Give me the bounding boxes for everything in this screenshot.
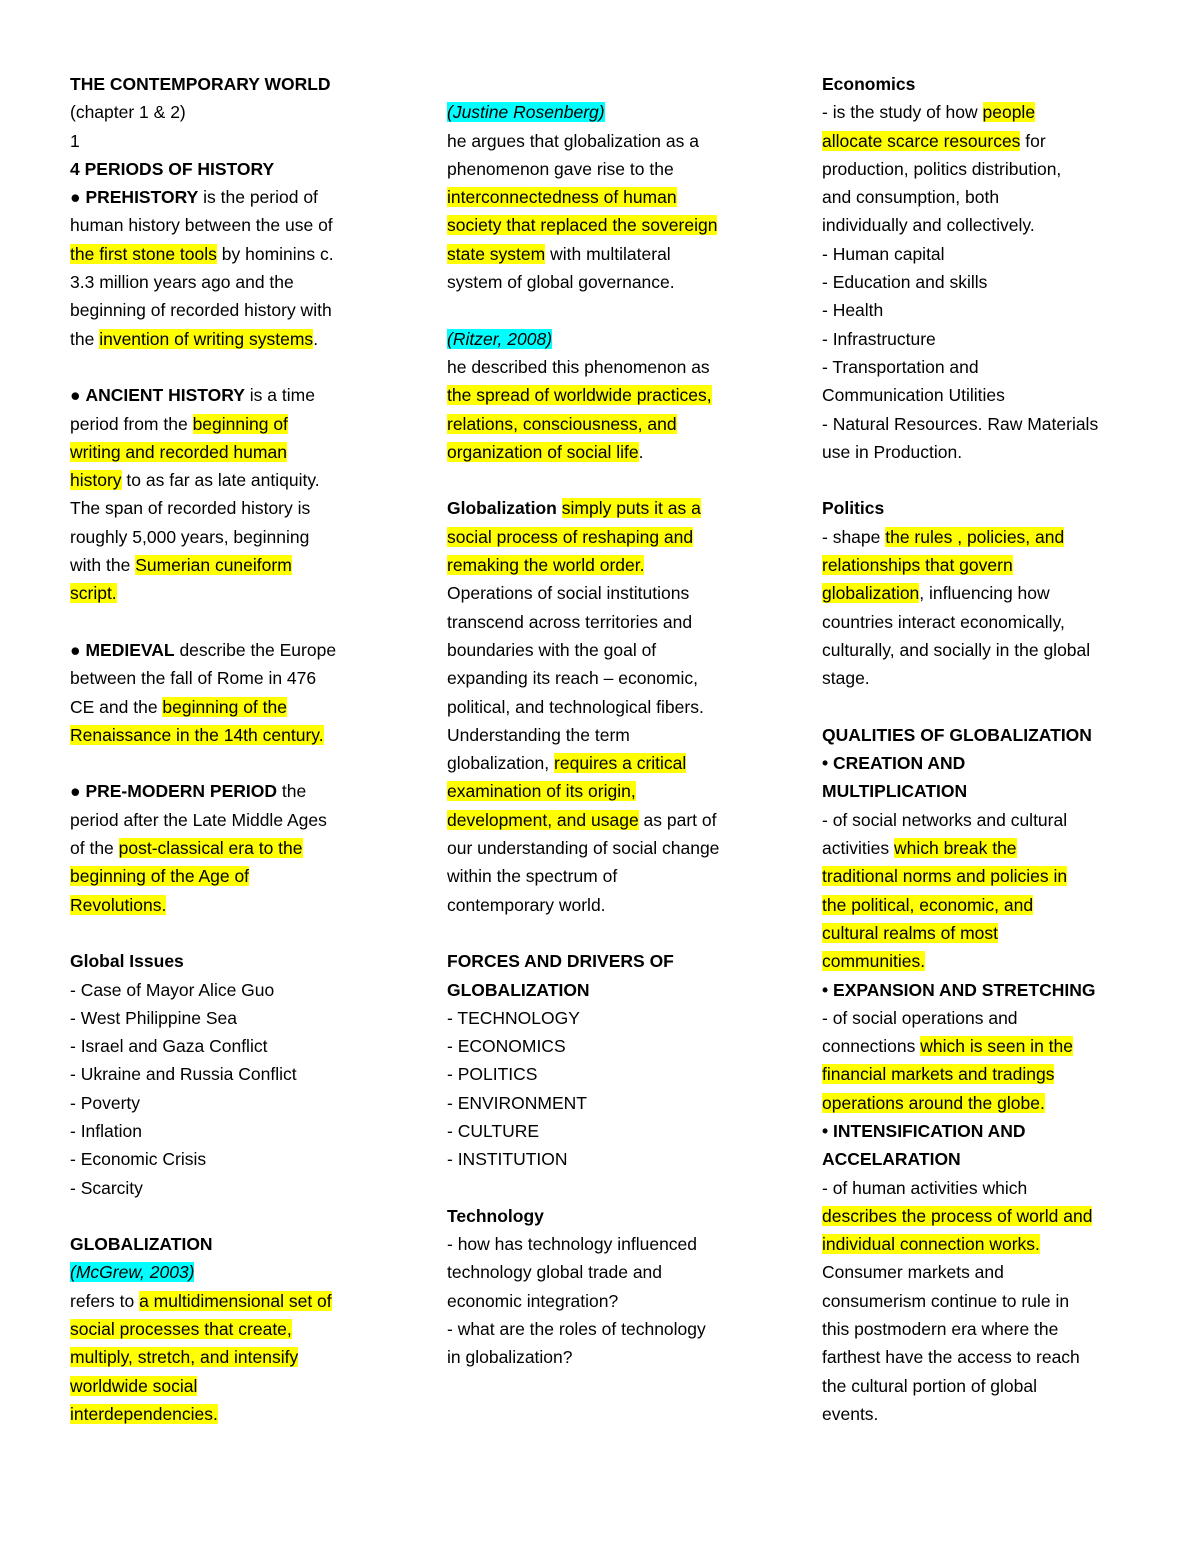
highlight: globalization: [822, 583, 920, 604]
intensification-line-9: events.: [822, 1403, 879, 1424]
intensification-line-6: this postmodern era where the: [822, 1319, 1059, 1340]
medieval-line-1: ● MEDIEVAL describe the Europe: [70, 639, 337, 660]
highlight: state system: [447, 243, 546, 264]
column-2: [447, 70, 767, 1372]
globalization-line-14: within the spectrum of: [447, 866, 618, 887]
forces-heading-2: GLOBALIZATION: [447, 979, 590, 1000]
forces-heading-1: FORCES AND DRIVERS OF: [447, 951, 674, 972]
globalization-def-line-1: refers to a multidimensional set of: [70, 1290, 332, 1311]
page-title: THE CONTEMPORARY WORLD: [70, 74, 331, 94]
highlight: Revolutions.: [70, 894, 167, 915]
premodern-line-4: [70, 862, 390, 890]
bullet-icon: ●: [70, 385, 81, 406]
ritzer-line-3: [447, 410, 767, 438]
globalization-line-2: [447, 523, 767, 551]
citation: (Justine Rosenberg): [447, 102, 605, 123]
prehistory-line-4: 3.3 million years ago and the: [70, 272, 294, 293]
list-item: - Inflation: [70, 1120, 142, 1141]
politics-line-3: globalization, influencing how: [822, 583, 1050, 604]
technology-line-1: - how has technology influenced: [447, 1234, 698, 1255]
globalization-line-13: our understanding of social change: [447, 838, 720, 859]
highlight: history: [70, 470, 122, 491]
intensification-line-3: [822, 1230, 1142, 1258]
list-item: - Economic Crisis: [70, 1149, 207, 1170]
politics-line-2: [822, 551, 1142, 579]
globalization-line-4: Operations of social institutions: [447, 583, 690, 604]
list-item: use in Production.: [822, 441, 963, 462]
citation-line: [447, 325, 767, 353]
expansion-title: • EXPANSION AND STRETCHING: [822, 979, 1096, 1000]
bullet-icon: ●: [70, 187, 81, 208]
expansion-line-1: - of social operations and: [822, 1007, 1018, 1028]
globalization-line-3: [447, 551, 767, 579]
highlight: cultural realms of most: [822, 922, 999, 943]
highlight: social processes that create,: [70, 1319, 292, 1340]
bullet-icon: ●: [70, 639, 81, 660]
globalization-line-10: globalization, requires a critical: [447, 753, 687, 774]
intensification-title-1: • INTENSIFICATION AND: [822, 1120, 1026, 1141]
intensification-line-2: [822, 1202, 1142, 1230]
highlight: development, and usage: [447, 809, 639, 830]
highlight: writing and recorded human: [70, 441, 287, 462]
column-1: [70, 70, 390, 1428]
ancient-line-7: with the Sumerian cuneiform: [70, 555, 292, 576]
ancient-line-5: The span of recorded history is: [70, 498, 311, 519]
creation-line-1: - of social networks and cultural: [822, 809, 1068, 830]
premodern-term: PRE-MODERN PERIOD: [85, 781, 277, 802]
highlight: financial markets and tradings: [822, 1064, 1055, 1085]
highlight: interconnectedness of human: [447, 187, 677, 208]
list-item: - Case of Mayor Alice Guo: [70, 979, 275, 1000]
ancient-line-8: [70, 579, 390, 607]
list-item: - Transportation and: [822, 356, 979, 377]
economics-line-5: individually and collectively.: [822, 215, 1035, 236]
list-item: - Health: [822, 300, 884, 321]
medieval-term: MEDIEVAL: [85, 639, 175, 660]
technology-line-5: in globalization?: [447, 1347, 573, 1368]
ancient-line-3: [70, 438, 390, 466]
rosenberg-line-3: [447, 183, 767, 211]
highlight: individual connection works.: [822, 1234, 1040, 1255]
expansion-line-3: [822, 1060, 1142, 1088]
highlight: beginning of the Age of: [70, 866, 250, 887]
list-item: - CULTURE: [447, 1120, 540, 1141]
column-3: [822, 70, 1142, 1428]
globalization-line-11: [447, 777, 767, 805]
intensification-title-2: ACCELARATION: [822, 1149, 961, 1170]
list-item: - INSTITUTION: [447, 1149, 568, 1170]
citation-line: [70, 1258, 390, 1286]
creation-title-1: • CREATION AND: [822, 753, 966, 774]
expansion-line-2: connections which is seen in the: [822, 1036, 1073, 1057]
globalization-line-12: development, and usage as part of: [447, 809, 717, 830]
medieval-line-4: [70, 721, 390, 749]
highlight: organization of social life: [447, 441, 639, 462]
politics-line-1: - shape the rules , policies, and: [822, 526, 1065, 547]
highlight: beginning of: [192, 413, 288, 434]
highlight: the political, economic, and: [822, 894, 1034, 915]
highlight: social process of reshaping and: [447, 526, 694, 547]
intensification-line-5: consumerism continue to rule in: [822, 1290, 1070, 1311]
economics-heading: Economics: [822, 74, 916, 94]
economics-line-2: allocate scarce resources for: [822, 130, 1046, 151]
technology-heading: Technology: [447, 1205, 544, 1226]
prehistory-line-1: ● PREHISTORY is the period of: [70, 187, 318, 208]
highlight: relations, consciousness, and: [447, 413, 677, 434]
list-item: Communication Utilities: [822, 385, 1005, 406]
globalization-line-8: political, and technological fibers.: [447, 696, 704, 717]
prehistory-line-2: human history between the use of: [70, 215, 333, 236]
section-number: 1: [70, 130, 80, 151]
highlight: communities.: [822, 951, 926, 972]
politics-line-4: countries interact economically,: [822, 611, 1065, 632]
intensification-line-1: - of human activities which: [822, 1177, 1028, 1198]
chapter-subtitle: (chapter 1 & 2): [70, 102, 186, 123]
highlight: invention of writing systems: [99, 328, 314, 349]
globalization-def-line-4: [70, 1372, 390, 1400]
highlight: people: [982, 102, 1036, 123]
ancient-line-1: ● ANCIENT HISTORY is a time: [70, 385, 315, 406]
highlight: Sumerian cuneiform: [135, 555, 292, 576]
list-item: - Scarcity: [70, 1177, 143, 1198]
list-item: - Infrastructure: [822, 328, 936, 349]
medieval-line-2: between the fall of Rome in 476: [70, 668, 317, 689]
citation: (McGrew, 2003): [70, 1262, 195, 1283]
highlight: examination of its origin,: [447, 781, 636, 802]
technology-line-3: economic integration?: [447, 1290, 619, 1311]
list-item: - Poverty: [70, 1092, 141, 1113]
highlight: simply puts it as a: [561, 498, 701, 519]
list-item: - West Philippine Sea: [70, 1007, 237, 1028]
rosenberg-line-2: phenomenon gave rise to the: [447, 158, 674, 179]
ritzer-line-1: he described this phenomenon as: [447, 356, 710, 377]
prehistory-line-3: the first stone tools by hominins c.: [70, 243, 334, 264]
qualities-heading: QUALITIES OF GLOBALIZATION: [822, 724, 1092, 745]
highlight: interdependencies.: [70, 1403, 218, 1424]
list-item: - Natural Resources. Raw Materials: [822, 413, 1099, 434]
list-item: - ECONOMICS: [447, 1036, 566, 1057]
ancient-line-4: history to as far as late antiquity.: [70, 470, 320, 491]
creation-line-4: [822, 891, 1142, 919]
highlight: beginning of the: [162, 696, 287, 717]
highlight: which is seen in the: [920, 1036, 1073, 1057]
highlight: relationships that govern: [822, 555, 1013, 576]
globalization-def-line-3: [70, 1343, 390, 1371]
technology-line-4: - what are the roles of technology: [447, 1319, 706, 1340]
highlight: remaking the world order.: [447, 555, 645, 576]
citation: (Ritzer, 2008): [447, 328, 553, 349]
bullet-icon: ●: [70, 781, 81, 802]
highlight: multiply, stretch, and intensify: [70, 1347, 299, 1368]
highlight: the spread of worldwide practices,: [447, 385, 712, 406]
list-item: - Education and skills: [822, 272, 988, 293]
list-item: - TECHNOLOGY: [447, 1007, 580, 1028]
prehistory-line-6: the invention of writing systems.: [70, 328, 319, 349]
economics-line-3: production, politics distribution,: [822, 158, 1062, 179]
highlight: requires a critical: [554, 753, 687, 774]
periods-heading: 4 PERIODS OF HISTORY: [70, 158, 275, 179]
globalization-line-5: transcend across territories and: [447, 611, 693, 632]
rosenberg-line-4: [447, 211, 767, 239]
globalization-line-9: Understanding the term: [447, 724, 630, 745]
premodern-line-3: of the post-classical era to the: [70, 838, 303, 859]
intensification-line-8: the cultural portion of global: [822, 1375, 1037, 1396]
economics-line-1: - is the study of how people: [822, 102, 1036, 123]
bullet-icon: •: [822, 753, 829, 774]
globalization-def-line-2: [70, 1315, 390, 1343]
highlight: allocate scarce resources: [822, 130, 1021, 151]
highlight: the first stone tools: [70, 243, 217, 264]
globalization-line-7: expanding its reach – economic,: [447, 668, 698, 689]
highlight: a multidimensional set of: [139, 1290, 332, 1311]
ancient-line-6: roughly 5,000 years, beginning: [70, 526, 310, 547]
creation-line-6: [822, 947, 1142, 975]
globalization-line-6: boundaries with the goal of: [447, 639, 657, 660]
highlight: script.: [70, 583, 117, 604]
highlight: the rules , policies, and: [885, 526, 1065, 547]
globalization-def-line-5: [70, 1400, 390, 1428]
prehistory-line-5: beginning of recorded history with: [70, 300, 332, 321]
bullet-icon: •: [822, 1120, 829, 1141]
citation-line: [447, 98, 767, 126]
politics-line-6: stage.: [822, 668, 870, 689]
politics-line-5: culturally, and socially in the global: [822, 639, 1091, 660]
medieval-line-3: CE and the beginning of the: [70, 696, 287, 717]
ancient-line-2: period from the beginning of: [70, 413, 288, 434]
creation-line-2: activities which break the: [822, 838, 1017, 859]
bullet-icon: •: [822, 979, 829, 1000]
politics-heading: Politics: [822, 498, 885, 519]
premodern-line-5: [70, 891, 390, 919]
list-item: - Human capital: [822, 243, 945, 264]
list-item: - Ukraine and Russia Conflict: [70, 1064, 297, 1085]
ancient-term: ANCIENT HISTORY: [85, 385, 245, 406]
intensification-line-7: farthest have the access to reach: [822, 1347, 1080, 1368]
highlight: post-classical era to the: [118, 838, 303, 859]
rosenberg-line-6: system of global governance.: [447, 272, 675, 293]
globalization-line-1: [447, 494, 767, 522]
premodern-line-2: period after the Late Middle Ages: [70, 809, 327, 830]
expansion-line-4: [822, 1089, 1142, 1117]
list-item: - ENVIRONMENT: [447, 1092, 587, 1113]
globalization-heading: GLOBALIZATION: [70, 1234, 213, 1255]
highlight: describes the process of world and: [822, 1205, 1093, 1226]
highlight: traditional norms and policies in: [822, 866, 1068, 887]
globalization-line-15: contemporary world.: [447, 894, 606, 915]
creation-title-2: MULTIPLICATION: [822, 781, 968, 802]
intensification-line-4: Consumer markets and: [822, 1262, 1004, 1283]
prehistory-term: PREHISTORY: [85, 187, 199, 208]
creation-line-5: [822, 919, 1142, 947]
list-item: - Israel and Gaza Conflict: [70, 1036, 268, 1057]
rosenberg-line-1: he argues that globalization as a: [447, 130, 699, 151]
highlight: operations around the globe.: [822, 1092, 1045, 1113]
global-issues-heading: Global Issues: [70, 951, 184, 972]
list-item: - POLITICS: [447, 1064, 538, 1085]
highlight: society that replaced the sovereign: [447, 215, 718, 236]
highlight: worldwide social: [70, 1375, 198, 1396]
ritzer-line-4: organization of social life.: [447, 441, 644, 462]
ritzer-line-2: [447, 381, 767, 409]
economics-line-4: and consumption, both: [822, 187, 1000, 208]
highlight: which break the: [893, 838, 1017, 859]
technology-line-2: technology global trade and: [447, 1262, 663, 1283]
highlight: Renaissance in the 14th century.: [70, 724, 324, 745]
creation-line-3: [822, 862, 1142, 890]
premodern-line-1: ● PRE-MODERN PERIOD the: [70, 781, 307, 802]
rosenberg-line-5: state system with multilateral: [447, 243, 671, 264]
globalization-term: Globalization: [447, 498, 557, 519]
